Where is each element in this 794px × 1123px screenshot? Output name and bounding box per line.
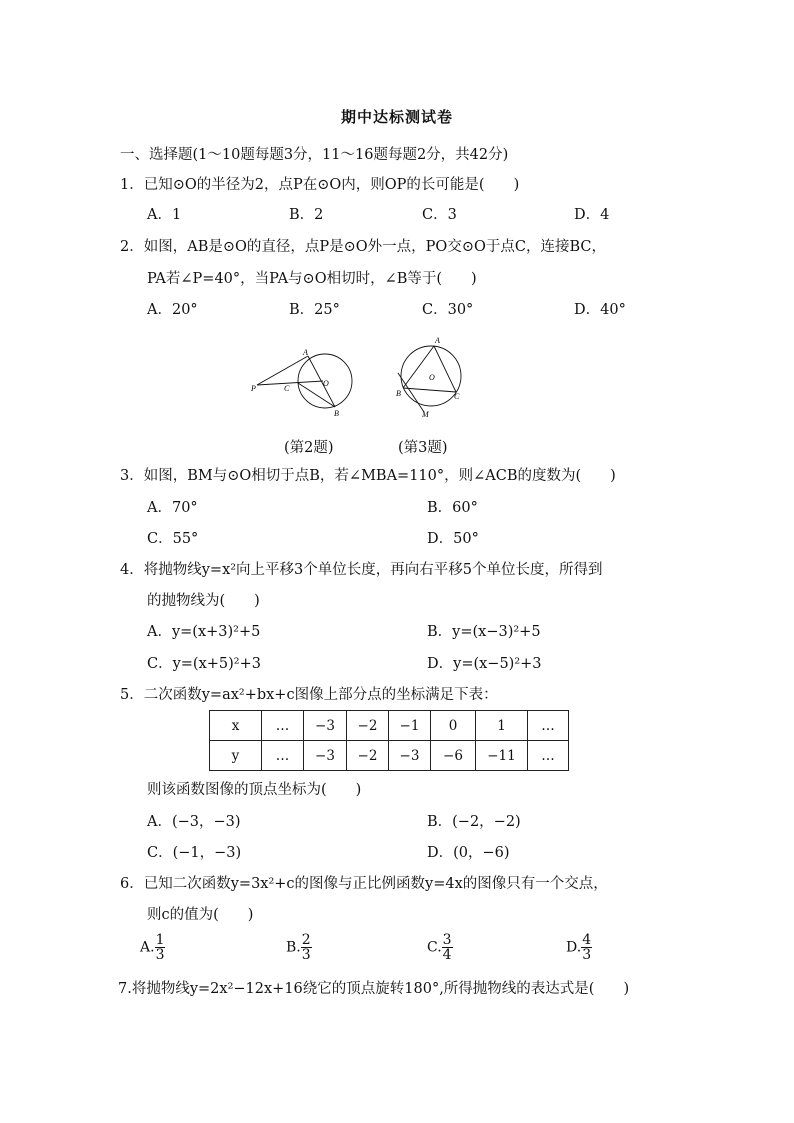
fig3-line-ac [434, 346, 456, 392]
question-6-stem-line2: 则c的值为( ) [147, 907, 254, 923]
fig3-line-bc [403, 388, 456, 392]
option-label: B. [286, 939, 301, 956]
table-cell: 1 [476, 711, 528, 741]
question-2-option-d[interactable]: D．40° [574, 302, 626, 318]
question-3-stem: 3．如图，BM与⊙O相切于点B，若∠MBA=110°，则∠ACB的度数为( ) [120, 468, 616, 484]
question-4-option-c[interactable]: C．y=(x+5)²+3 [147, 656, 261, 672]
fig2-label-o: O [323, 379, 329, 388]
question-5-value-table [209, 710, 569, 771]
question-4-stem-line2: 的抛物线为( ) [147, 593, 260, 609]
question-6-stem-line1: 6．已知二次函数y=3x²+c的图像与正比例函数y=4x的图像只有一个交点， [120, 876, 608, 892]
table-cell: −2 [347, 711, 389, 741]
table-cell: −3 [304, 741, 347, 771]
option-label: D. [566, 939, 582, 956]
table-cell: … [262, 711, 304, 741]
question-1-option-c[interactable]: C．3 [422, 207, 457, 223]
fraction-numerator: 3 [442, 932, 452, 948]
table-cell: 0 [431, 711, 476, 741]
table-cell: −3 [304, 711, 347, 741]
table-cell: … [528, 711, 569, 741]
table-cell: −11 [476, 741, 528, 771]
table-cell: −6 [431, 741, 476, 771]
question-4-option-b[interactable]: B．y=(x−3)²+5 [427, 624, 541, 640]
option-label: A. [140, 939, 155, 956]
fraction-denominator: 3 [582, 947, 592, 963]
question-3-option-b[interactable]: B．60° [427, 500, 478, 516]
fraction-numerator: 4 [582, 932, 592, 948]
fig2-label-a: A [303, 348, 308, 357]
fraction-denominator: 3 [301, 947, 311, 963]
question-3-option-c[interactable]: C．55° [147, 531, 199, 547]
question-2-stem-line1: 2．如图，AB是⊙O的直径，点P是⊙O外一点，PO交⊙O于点C，连接BC， [120, 239, 606, 255]
question-4-option-d[interactable]: D．y=(x−5)²+3 [427, 656, 542, 672]
question-3-option-d[interactable]: D．50° [427, 531, 479, 547]
question-4-option-a[interactable]: A．y=(x+3)²+5 [147, 624, 261, 640]
fig2-line-cb [298, 383, 335, 407]
figure-3-diagram [388, 328, 478, 423]
figure-3-caption: (第3题) [398, 440, 448, 456]
question-4-stem-line1: 4．将抛物线y=x²向上平移3个单位长度，再向右平移5个单位长度，所得到 [120, 562, 603, 578]
table-cell: y [210, 741, 262, 771]
question-5-option-b[interactable]: B．(−2，−2) [427, 814, 521, 830]
question-6-option-b[interactable] [286, 933, 312, 962]
fig2-line-po [257, 381, 323, 385]
question-2-option-b[interactable]: B．25° [289, 302, 340, 318]
question-2-stem-line2: PA若∠P=40°，当PA与⊙O相切时，∠B等于( ) [147, 271, 477, 287]
fraction-numerator: 1 [155, 932, 165, 948]
page-title: 期中达标测试卷 [340, 108, 453, 126]
question-7-stem: 7.将抛物线y=2x²−12x+16绕它的顶点旋转180°,所得抛物线的表达式是( ) [118, 981, 630, 997]
fraction-numerator: 2 [301, 932, 311, 948]
fig3-label-b: B [396, 389, 401, 398]
option-label: C. [427, 939, 442, 956]
table-row-y [210, 741, 569, 771]
fraction [442, 933, 453, 962]
fraction-denominator: 4 [442, 947, 452, 963]
question-2-option-c[interactable]: C．30° [422, 302, 474, 318]
question-1-option-b[interactable]: B．2 [289, 207, 324, 223]
table-cell: −3 [389, 741, 431, 771]
question-5-option-c[interactable]: C．(−1，−3) [147, 845, 242, 861]
table-cell: −2 [347, 741, 389, 771]
fig2-label-p: P [251, 384, 256, 393]
question-5-option-d[interactable]: D．(0，−6) [427, 845, 510, 861]
table-cell: … [262, 741, 304, 771]
question-1-option-d[interactable]: D．4 [574, 207, 610, 223]
fig3-label-c: C [454, 392, 460, 401]
table-cell: x [210, 711, 262, 741]
question-5-stem: 5．二次函数y=ax²+bx+c图像上部分点的坐标满足下表： [120, 687, 498, 703]
question-2-option-a[interactable]: A．20° [147, 302, 198, 318]
question-1-stem: 1．已知⊙O的半径为2，点P在⊙O内，则OP的长可能是( ) [120, 177, 520, 193]
section-heading: 一、选择题(1～10题每题3分，11～16题每题2分，共42分) [120, 147, 509, 163]
question-3-option-a[interactable]: A．70° [147, 500, 198, 516]
table-row-x [210, 711, 569, 741]
question-6-option-c[interactable] [427, 933, 453, 962]
fraction-denominator: 3 [155, 947, 165, 963]
fig3-label-m: M [422, 410, 429, 419]
figure-2-diagram [245, 338, 365, 423]
figure-2-caption: (第2题) [284, 440, 334, 456]
fig2-label-c: C [284, 384, 290, 393]
question-5-stem-line2: 则该函数图像的顶点坐标为( ) [147, 782, 362, 798]
fig3-label-a: A [435, 336, 440, 345]
fig3-label-o: O [429, 373, 435, 382]
fig3-tangent-bm [398, 373, 424, 412]
fraction [581, 933, 592, 962]
question-6-option-d[interactable] [566, 933, 592, 962]
question-5-option-a[interactable]: A．(−3，−3) [147, 814, 241, 830]
fraction [155, 933, 166, 962]
table-cell: … [528, 741, 569, 771]
question-1-option-a[interactable]: A．1 [147, 207, 182, 223]
table-cell: −1 [389, 711, 431, 741]
fig2-label-b: B [334, 409, 339, 418]
question-6-option-a[interactable] [140, 933, 165, 962]
fraction [301, 933, 312, 962]
